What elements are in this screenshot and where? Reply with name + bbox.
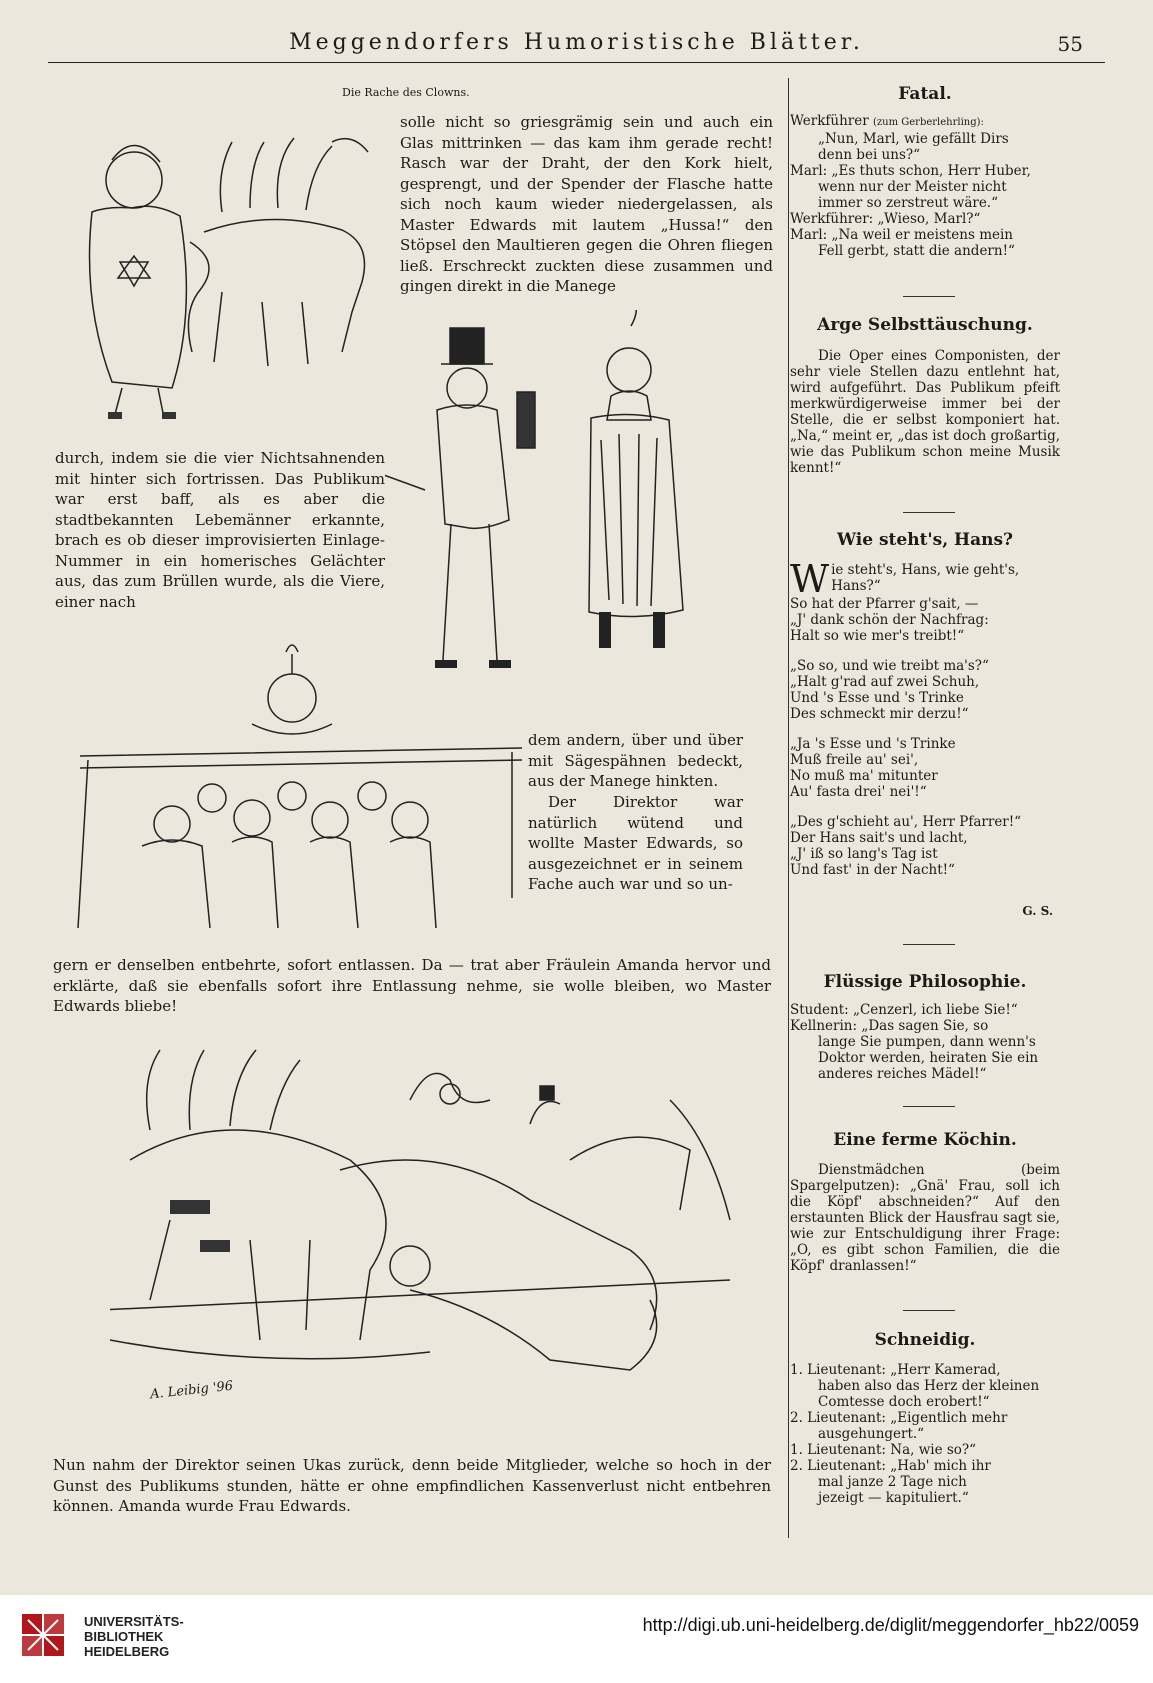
poem-line: So hat der Pfarrer g'sait, — <box>790 596 979 612</box>
page-number: 55 <box>1057 32 1083 56</box>
column-divider <box>788 78 789 1538</box>
poem-line: No muß ma' mitunter <box>790 768 938 784</box>
poem-line: Und fast' in der Nacht!“ <box>790 862 955 878</box>
digitization-footer <box>0 1595 1153 1683</box>
fatal-line <box>790 113 1060 131</box>
header-rule <box>48 62 1105 63</box>
story-text-block-6: Nun nahm der Direktor seinen Ukas zurück, denn beide Mitglieder, welche so hoch in der Gunst des Publikums stunden, hätte er ohne empfindlichen Kassenverlust nicht entbehren können. Amanda wurde Frau Edwards. <box>53 1456 771 1515</box>
poem-line: „J' dank schön der Nachfrag: <box>790 612 989 628</box>
poem-line: Au' fasta drei' nei'!“ <box>790 784 927 800</box>
clown-mules-illustration <box>72 112 382 430</box>
dialog-line: 1. Lieutenant: Na, wie so?“ <box>790 1442 977 1458</box>
fatal-speaker: Werkführer <box>790 113 869 129</box>
dialog-line: haben also das Herz der kleinen <box>818 1378 1040 1394</box>
dialog-line: Student: „Cenzerl, ich liebe Sie!“ <box>790 1002 1018 1018</box>
story-text-block-5: gern er denselben entbehrte, sofort entlassen. Da — trat aber Fräulein Amanda hervor und erklärte, daß sie ebenfalls sofort ihre Entlassung nehme, sie wolle bleiben, wo Master Edwards bliebe! <box>53 956 771 1015</box>
dialog-line: 1. Lieutenant: „Herr Kamerad, <box>790 1362 1001 1378</box>
dialog-line: jezeigt — kapituliert.“ <box>818 1490 969 1506</box>
fatal-aside: (zum Gerberlehrling): <box>872 117 984 128</box>
koechin-heading: Eine ferme Köchin. <box>833 1130 1017 1150</box>
drop-cap: W <box>790 557 830 601</box>
fatal-line: denn bei uns?“ <box>818 147 921 163</box>
poem-line: Halt so wie mer's treibt!“ <box>790 628 965 644</box>
section-separator <box>903 512 955 513</box>
artist-signature: A. Leibig '96 <box>149 1378 234 1403</box>
fluessige-text <box>790 1002 1060 1082</box>
fatal-line: immer so zerstreut wäre.“ <box>818 195 999 211</box>
poem-text: ie steht's, Hans, wie geht's, <box>831 562 1020 578</box>
fatal-line: Fell gerbt, statt die andern!“ <box>818 243 1015 259</box>
source-url[interactable]: http://digi.ub.uni-heidelberg.de/diglit/meggendorfer_hb22/0059 <box>642 1615 1139 1635</box>
schneidig-text <box>790 1362 1060 1506</box>
library-line: BIBLIOTHEK <box>84 1629 164 1644</box>
dialog-line: 2. Lieutenant: „Hab' mich ihr <box>790 1458 991 1474</box>
fatal-line: Marl: „Na weil er meistens mein <box>790 227 1014 243</box>
audience-box-illustration <box>72 628 522 928</box>
dialog-line: Doktor werden, heiraten Sie ein <box>818 1050 1039 1066</box>
arge-heading: Arge Selbsttäuschung. <box>817 315 1033 335</box>
poem-line: „Ja 's Esse und 's Trinke <box>790 736 956 752</box>
story-text-block-2: durch, indem sie die vier Nichtsahnenden mit hinter sich fortrissen. Das Publikum war erst baff, als es aber die stadtbekannten Lebemänner erkannte, brach es ob dieser improvisierten Einlage-Nummer in ein homerisches Gelächter aus, das zum Brüllen wurde, als die Viere, einer nach <box>55 449 385 611</box>
university-seal-icon <box>20 1612 66 1658</box>
poem-line: Und 's Esse und 's Trinke <box>790 690 964 706</box>
fatal-text <box>790 113 1060 259</box>
fatal-line: „Nun, Marl, wie gefällt Dirs <box>818 131 1009 147</box>
poem-line: „Halt g'rad auf zwei Schuh, <box>790 674 980 690</box>
poem-signature: G. S. <box>1022 904 1053 918</box>
story-text-block-4: Der Direktor war natürlich wütend und wollte Master Edwards, so ausgezeichnet er in seinem Fache auch war und so un- <box>528 793 743 893</box>
dialog-line: 2. Lieutenant: „Eigentlich mehr <box>790 1410 1008 1426</box>
dialog-line: lange Sie pumpen, dann wenn's <box>818 1034 1036 1050</box>
story-text-block-1: solle nicht so griesgrämig sein und auch ein Glas mittrinken — das kam ihm gerade recht! Rasch war der Draht, der den Kork hielt, gesprengt, und der Spender der Flasche hatte sich noch kaum wieder niedergelassen, als Master Edwards mit lautem „Hussa!“ den Stöpsel den Maultieren gegen die Ohren fliegen ließ. Erschreckt zuckten diese zusammen und gingen direkt in die Manege <box>400 113 773 295</box>
fatal-heading: Fatal. <box>898 84 952 104</box>
arge-text: Die Oper eines Componisten, der sehr viele Stellen dazu entlehnt hat, wird aufgeführt. Das Publikum pfeift merkwürdigerweise immer bei der Stelle, die er selbst komponiert hat. „Na,“ meint er, „das ist doch großartig, wie das Publikum schon meine Musik kennt!“ <box>790 348 1060 476</box>
section-separator <box>903 1310 955 1311</box>
section-separator <box>903 1106 955 1107</box>
poem-line: „J' iß so lang's Tag ist <box>790 846 938 862</box>
wie-poem <box>790 557 1060 878</box>
dialog-line: Kellnerin: „Das sagen Sie, so <box>790 1018 989 1034</box>
poem-line: Hans?“ <box>831 578 881 594</box>
poem-line: „So so, und wie treibt ma's?“ <box>790 658 989 674</box>
fatal-line: Werkführer: „Wieso, Marl?“ <box>790 211 981 227</box>
page-header <box>0 30 1153 60</box>
section-separator <box>903 296 955 297</box>
fatal-line: wenn nur der Meister nicht <box>818 179 1007 195</box>
poem-line: Der Hans sait's und lacht, <box>790 830 968 846</box>
schneidig-heading: Schneidig. <box>874 1330 976 1350</box>
dialog-line: anderes reiches Mädel!“ <box>818 1066 987 1082</box>
stampede-illustration <box>110 1040 760 1410</box>
fluessige-heading: Flüssige Philosophie. <box>823 972 1027 992</box>
story-caption: Die Rache des Clowns. <box>342 86 470 99</box>
library-line: HEIDELBERG <box>84 1644 170 1659</box>
dialog-line: Comtesse doch erobert!“ <box>818 1394 990 1410</box>
poem-line <box>790 557 1060 601</box>
fatal-line: Marl: „Es thuts schon, Herr Huber, <box>790 163 1031 179</box>
library-line: UNIVERSITÄTS- <box>84 1614 184 1629</box>
section-separator <box>903 944 955 945</box>
dialog-line: mal janze 2 Tage nich <box>818 1474 967 1490</box>
koechin-text: Dienstmädchen (beim Spargelputzen): „Gnä' Frau, soll ich die Köpf' abschneiden?“ Auf den erstaunten Blick der Hausfrau sagt sie, wie zur Entschuldigung ihrer Frage: „O, es gibt schon Familien, die die Köpf' dranlassen!“ <box>790 1162 1060 1274</box>
poem-line: Des schmeckt mir derzu!“ <box>790 706 969 722</box>
story-text-block-3: dem andern, über und über mit Sägespähnen bedeckt, aus der Manege hinkten. <box>528 731 743 790</box>
dialog-line: ausgehungert.“ <box>818 1426 925 1442</box>
magazine-title: Meggendorfers Humoristische Blätter. <box>289 30 864 55</box>
poem-line: „Des g'schieht au', Herr Pfarrer!“ <box>790 814 1022 830</box>
library-name <box>84 1614 184 1659</box>
poem-line: Muß freile au' sei', <box>790 752 919 768</box>
wie-heading: Wie steht's, Hans? <box>836 530 1014 550</box>
